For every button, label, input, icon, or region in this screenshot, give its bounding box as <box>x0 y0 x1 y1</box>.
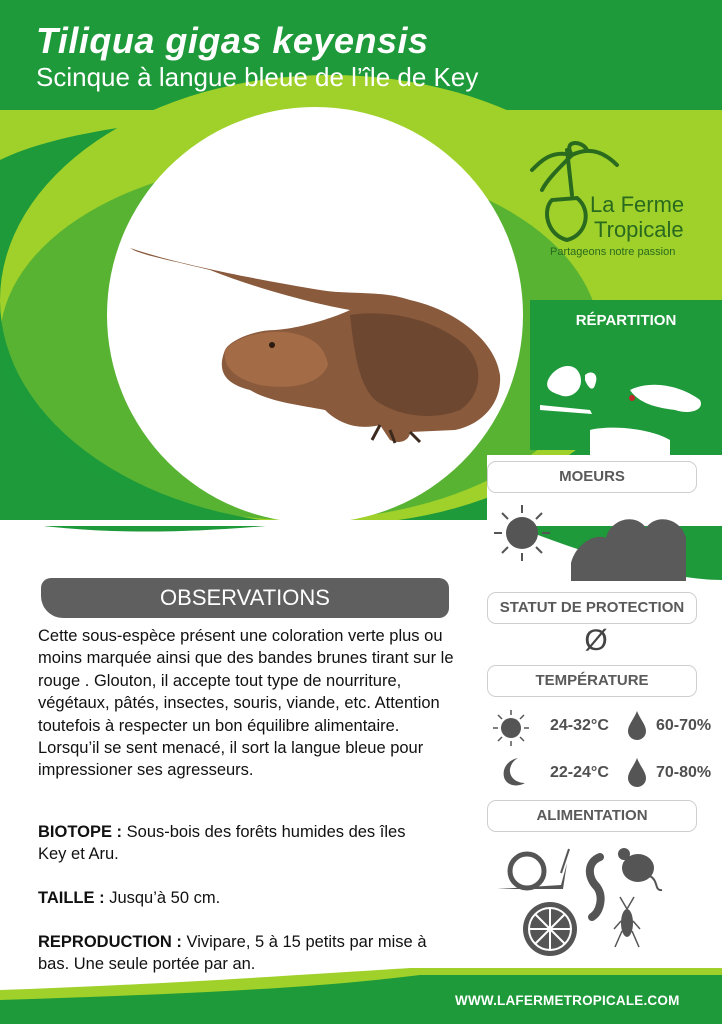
cricket-icon <box>612 895 642 951</box>
night-temperature: 22-24°C <box>550 764 609 781</box>
mouse-icon <box>614 846 664 892</box>
species-common-name: Scinque à langue bleue de l’île de Key <box>36 62 479 92</box>
protection-status-symbol: Ø <box>584 624 608 657</box>
repartition-heading: RÉPARTITION <box>575 312 677 329</box>
observations-heading: OBSERVATIONS <box>41 578 449 618</box>
lizard-photo <box>110 140 520 520</box>
temperature-heading: TEMPÉRATURE <box>487 665 697 697</box>
logo-name-line2: Tropicale <box>594 217 684 242</box>
fruit-slice-icon <box>521 900 579 958</box>
biotope-text: Sous-bois des forêts humides des îles Key et Aru. <box>38 823 406 864</box>
logo-name-line1: La Ferme <box>590 192 685 217</box>
reproduction-label: REPRODUCTION : <box>38 933 182 951</box>
alimentation-heading: ALIMENTATION <box>487 800 697 832</box>
day-temperature: 24-32°C <box>550 717 609 734</box>
observations-paragraph: Cette sous-espèce présent une coloration verte plus ou moins marquée ainsi que des bandes brunes tirant sur le rouge . Glouton, il accepte tout type de nourriture, végétaux, pâtés, insectes, souris, viande, etc. Attention toutefois à respecter un bon équilibre alimentaire. Lorsqu’il se sent menacé, il sort la langue bleue pour impressioner ses agresseurs. <box>38 627 454 780</box>
biotope-label: BIOTOPE : <box>38 823 123 841</box>
day-humidity: 60-70% <box>656 717 712 734</box>
la-ferme-tropicale-logo <box>522 140 702 265</box>
website-url[interactable]: WWW.LAFERMETROPICALE.COM <box>455 993 680 1008</box>
logo-tagline: Partageons notre passion <box>550 246 676 258</box>
species-title: Tiliqua gigas keyensis <box>36 20 429 61</box>
night-humidity-drop-icon <box>626 756 648 788</box>
taille-label: TAILLE : <box>38 889 105 907</box>
distribution-map <box>530 330 722 455</box>
night-humidity: 70-80% <box>656 764 712 781</box>
snail-icon <box>495 843 573 893</box>
moon-icon <box>498 756 528 788</box>
worm-icon <box>582 852 608 922</box>
forest-icon <box>566 503 691 581</box>
sun-icon <box>492 503 552 563</box>
reproduction-paragraph <box>38 931 438 976</box>
statut-heading: STATUT DE PROTECTION <box>487 592 697 624</box>
biotope-paragraph <box>38 821 438 866</box>
reproduction-text: Vivipare, 5 à 15 petits par mise à bas. Une seule portée par an. <box>38 933 427 974</box>
taille-paragraph <box>38 887 458 909</box>
humidity-drop-icon <box>626 709 648 741</box>
moeurs-heading: MOEURS <box>487 461 697 493</box>
day-sun-icon <box>492 709 530 747</box>
taille-text: Jusqu’à 50 cm. <box>104 889 221 907</box>
